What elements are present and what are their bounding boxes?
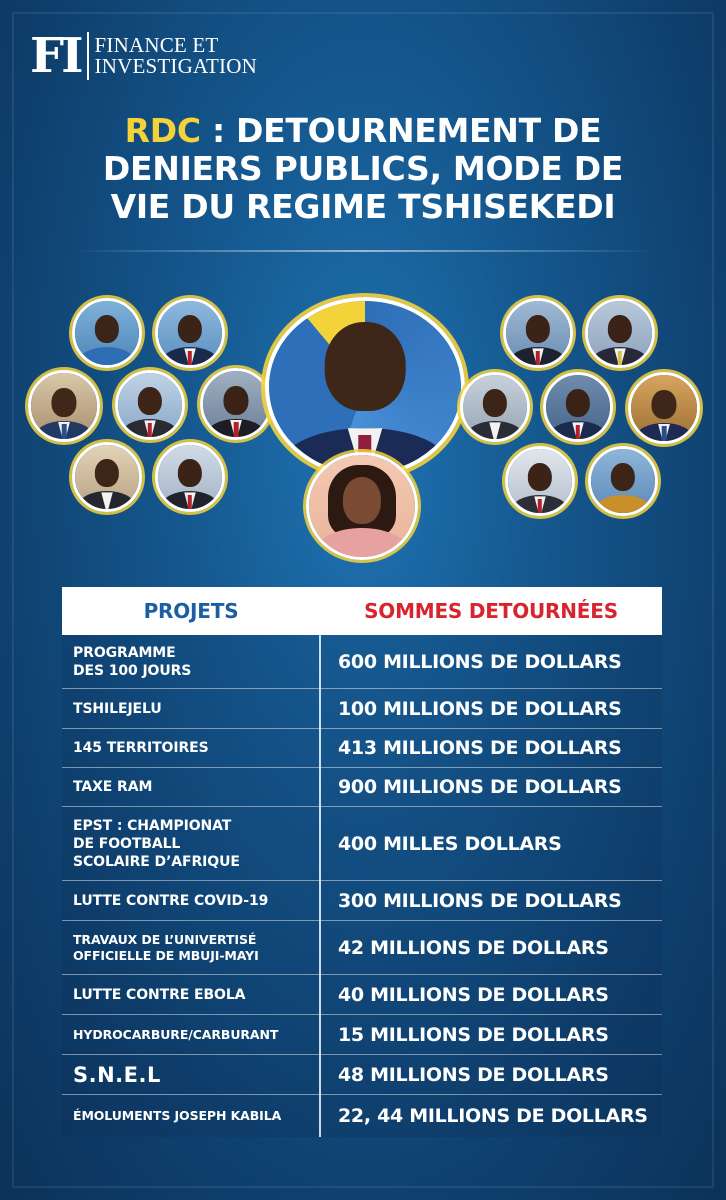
portrait-photo <box>628 372 700 444</box>
portrait-first-lady <box>306 452 418 560</box>
portrait-photo <box>543 372 613 442</box>
portrait-photo <box>505 446 575 516</box>
row-project: 145 TERRITOIRES <box>73 740 209 756</box>
table-row <box>62 768 662 807</box>
column-divider <box>319 635 321 1137</box>
logo-name-line1: FINANCE ET <box>94 33 219 57</box>
portrait-photo <box>588 446 658 516</box>
headline-highlight: RDC <box>124 111 201 150</box>
row-project: ÉMOLUMENTS JOSEPH KABILA <box>73 1108 282 1123</box>
logo-text <box>95 35 257 77</box>
portrait-photo <box>28 370 100 442</box>
portrait-photo <box>72 442 142 512</box>
portrait-photo <box>155 298 225 368</box>
table-row <box>62 921 662 975</box>
portrait-photo <box>460 372 530 442</box>
header-projects: PROJETS <box>143 599 239 623</box>
row-project: LUTTE CONTRE EBOLA <box>73 986 246 1003</box>
table-row <box>62 729 662 768</box>
row-amount: 15 MILLIONS DE DOLLARS <box>338 1023 609 1046</box>
row-amount: 48 MILLIONS DE DOLLARS <box>338 1063 609 1086</box>
portrait-photo <box>155 442 225 512</box>
row-project: EPST : CHAMPIONAT DE FOOTBALL SCOLAIRE D’AFRIQUE <box>73 817 240 870</box>
table-row <box>62 689 662 729</box>
portrait-president <box>265 297 465 477</box>
row-amount: 22, 44 MILLIONS DE DOLLARS <box>338 1105 648 1127</box>
headline-line1-rest: : DETOURNEMENT DE <box>200 111 602 150</box>
logo-name-line2: INVESTIGATION <box>94 54 257 78</box>
row-amount: 600 MILLIONS DE DOLLARS <box>338 650 622 673</box>
table-row <box>62 1015 662 1055</box>
row-project: S.N.E.L <box>73 1062 161 1087</box>
portrait-photo <box>585 298 655 368</box>
row-amount: 100 MILLIONS DE DOLLARS <box>338 697 622 720</box>
logo-mark: FI <box>30 32 89 80</box>
row-project: HYDROCARBURE/CARBURANT <box>73 1026 279 1042</box>
brand-logo <box>30 30 257 82</box>
table-row <box>62 807 662 881</box>
table-row <box>62 975 662 1015</box>
table-row <box>62 1095 662 1137</box>
table-row <box>62 635 662 689</box>
headline-line1 <box>0 112 726 150</box>
row-project: LUTTE CONTRE COVID-19 <box>73 892 269 909</box>
portrait-photo <box>503 298 573 368</box>
row-amount: 900 MILLIONS DE DOLLARS <box>338 776 622 798</box>
row-amount: 42 MILLIONS DE DOLLARS <box>338 936 609 959</box>
row-amount: 300 MILLIONS DE DOLLARS <box>338 889 622 912</box>
row-project: PROGRAMME DES 100 JOURS <box>73 644 192 679</box>
portrait-photo <box>72 298 142 368</box>
table-header <box>62 587 662 635</box>
portrait-photo <box>200 368 272 440</box>
row-project: TSHILEJELU <box>73 700 162 717</box>
headline <box>0 112 726 226</box>
row-amount: 400 MILLES DOLLARS <box>338 832 562 855</box>
row-project: TAXE RAM <box>73 779 153 795</box>
row-amount: 413 MILLIONS DE DOLLARS <box>338 737 622 759</box>
headline-line2: DENIERS PUBLICS, MODE DE <box>102 149 624 188</box>
portrait-photo <box>115 370 185 440</box>
table-row <box>62 881 662 921</box>
table-row <box>62 1055 662 1095</box>
headline-divider <box>70 250 656 252</box>
projects-table <box>62 587 662 1137</box>
row-project: TRAVAUX DE L’UNIVERTISÉ OFFICIELLE DE MBUJI-MAYI <box>73 931 259 963</box>
row-amount: 40 MILLIONS DE DOLLARS <box>338 983 609 1006</box>
table-body <box>62 635 662 1137</box>
header-sums: SOMMES DETOURNÉES <box>364 599 618 623</box>
headline-line3: VIE DU REGIME TSHISEKEDI <box>110 187 616 226</box>
